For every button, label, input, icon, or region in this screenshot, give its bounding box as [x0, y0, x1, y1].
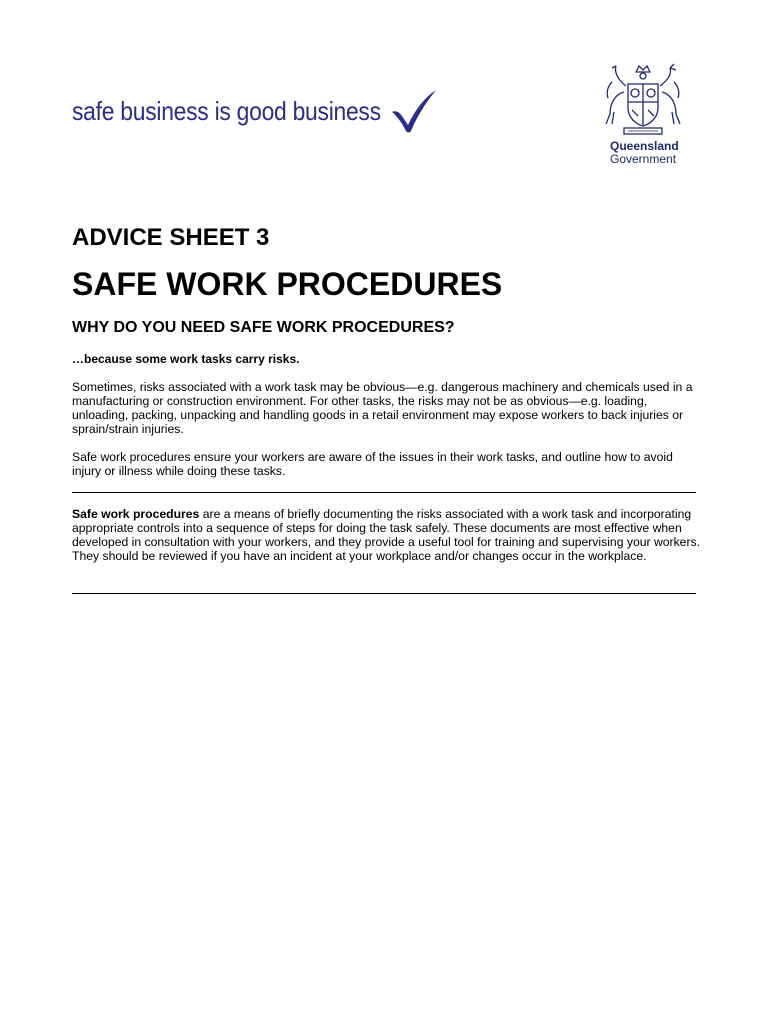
- section-heading: WHY DO YOU NEED SAFE WORK PROCEDURES?: [72, 319, 455, 336]
- logo-name: Queensland: [610, 139, 679, 153]
- logo-subtitle: Government: [610, 152, 677, 166]
- checkmark-icon: [390, 88, 438, 134]
- page-title: SAFE WORK PROCEDURES: [72, 266, 503, 302]
- divider-bottom: [72, 593, 696, 594]
- sheet-label: ADVICE SHEET 3: [72, 224, 270, 251]
- intro-line: …because some work tasks carry risks.: [72, 352, 300, 366]
- divider-top: [72, 492, 696, 493]
- paragraph-purpose: Safe work procedures ensure your workers are aware of the issues in their work tasks, and outline how to avoid injury or illness while doing these tasks.: [72, 450, 673, 478]
- definition-term: Safe work procedures: [72, 507, 200, 521]
- queensland-coat-of-arms-icon: [598, 62, 688, 138]
- paragraph-risks: Sometimes, risks associated with a work task may be obvious—e.g. dangerous machinery and chemicals used in a manufacturing or construction environment. For other tasks, the risks may not be as obvious—e.g. loading, unloading, packing, unpacking and handling goods in a retail environment may expose workers to back injuries or sprain/strain injuries.: [72, 380, 693, 436]
- definition-text: are a means of briefly documenting the risks associated with a work task and incorporating appropriate controls into a sequence of steps for doing the task safely. These documents are most effective when developed in consultation with your workers, and they provide a useful tool for training and supervising your workers. They should be reviewed if you have an incident at your workplace and/or changes occur in the workplace.: [72, 507, 700, 563]
- tagline: safe business is good business: [72, 96, 381, 126]
- definition-box: [72, 507, 700, 563]
